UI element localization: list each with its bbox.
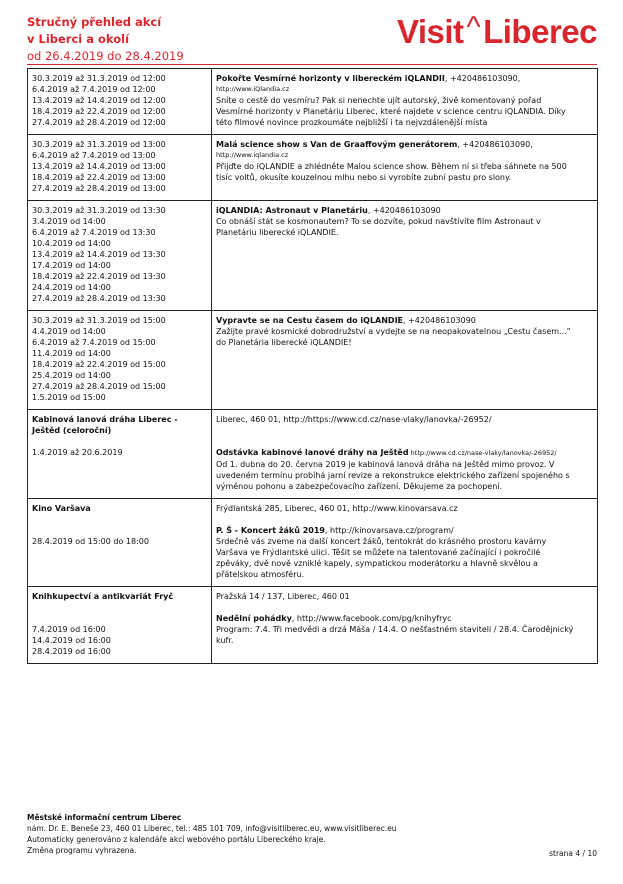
event-date: 6.4.2019 až 7.4.2019 od 13:00 [32,151,156,160]
venue-address: Frýdlantská 285, Liberec, 460 01, http://www.kinovarsava.cz [216,504,458,513]
venue-event-title: Odstávka kabinové lanové dráhy na Ještěd [216,448,409,457]
event-dates-cell [28,201,212,311]
spacer [32,613,207,624]
footer-address: nám. Dr. E. Beneše 23, 460 01 Liberec, tel.: 485 101 709, info@visitliberec.eu, www.visitliberec.eu [27,824,397,833]
event-date: 18.4.2019 až 22.4.2019 od 12:00 [32,107,166,116]
venue-event-desc: Srdečně vás zveme na další koncert žáků, tentokrát do krásného prostoru kavárny [216,537,547,546]
venue-event-desc: přátelskou atmosféru. [216,570,305,579]
venue-event-header [216,613,593,624]
venue-event-date: 28.4.2019 od 16:00 [32,647,111,656]
logo-text-visit: Visit [396,13,464,50]
event-desc-line: Vesmírné horizonty v Planetáriu Liberec, které najdete v science centru iQLANDIA. Díky [216,107,566,116]
logo-caret: ^ [466,11,481,44]
event-phone: , +420486103090 [367,206,441,215]
footer-auto-note: Automaticky generováno z kalendáře akcí webového portálu Libereckého kraje. [27,835,326,844]
spacer [32,602,207,613]
header-date-range: od 26.4.2019 do 28.4.2019 [27,49,184,63]
event-desc-line: Sníte o cestě do vesmíru? Pak si nenechte ujít autorský, živě komentovaný pořad [216,96,542,105]
event-title: Pokořte Vesmírné horizonty v libereckém iQLANDII [216,74,445,83]
event-date: 30.3.2019 až 31.3.2019 od 12:00 [32,74,166,83]
event-header [216,73,593,84]
venue-info-cell [212,410,598,499]
event-date: 13.4.2019 až 14.4.2019 od 13:00 [32,162,166,171]
venue-event-desc: uvedeném termínu probíhá jarní revize a rekonstrukce elektrického zařízení spojeného s [216,471,570,480]
venue-event-link[interactable]: http://www.cd.cz/nase-vlaky/lanovka/-26952/ [408,449,557,457]
venue-event-link[interactable]: , http://kinovarsava.cz/program/ [324,526,454,535]
venue-info-cell [212,587,598,664]
event-date: 1.5.2019 od 15:00 [32,393,106,402]
venue-row [28,499,598,587]
header-divider [27,64,597,65]
header-title-line1: Stručný přehled akcí [27,15,162,29]
event-desc-line: Přijďte do iQLANDIE a zhlédněte Malou science show. Během ní si třeba sáhnete na 500 [216,162,567,171]
footer-change-note: Změna programu vyhrazena. [27,846,137,855]
event-date: 18.4.2019 až 22.4.2019 od 13:30 [32,272,166,281]
event-date: 3.4.2019 od 14:00 [32,217,106,226]
event-info-cell [212,69,598,135]
event-dates-cell [28,69,212,135]
event-info-cell [212,135,598,201]
venue-info-cell [212,499,598,587]
event-date: 6.4.2019 až 7.4.2019 od 13:30 [32,228,156,237]
event-row [28,201,598,311]
venue-address: Liberec, 460 01, http://https://www.cd.cz/nase-vlaky/lanovka/-26952/ [216,415,492,424]
event-date: 6.4.2019 až 7.4.2019 od 12:00 [32,85,156,94]
spacer [32,514,207,525]
event-date: 30.3.2019 až 31.3.2019 od 15:00 [32,316,166,325]
event-desc-line: Planetáriu liberecké iQLANDIE. [216,228,339,237]
venue-event-desc: Varšava ve Frýdlantské ulici. Těšit se můžete na talentované začínající i pokročilé [216,548,541,557]
page-number: strana 4 / 10 [549,849,597,858]
venue-event-link[interactable]: , http://www.facebook.com/pg/knihyfryc [291,614,452,623]
spacer [216,425,593,436]
event-info-cell [212,201,598,311]
venue-name: Ještěd (celoroční) [32,426,112,435]
venue-event-desc: Od 1. dubna do 20. června 2019 je kabinová lanová dráha na Ještěd mimo provoz. V [216,460,555,469]
venue-row [28,410,598,499]
event-date: 13.4.2019 až 14.4.2019 od 12:00 [32,96,166,105]
event-date: 10.4.2019 od 14:00 [32,239,111,248]
header-title-line2: v Liberci a okolí [27,32,130,46]
venue-event-date: 14.4.2019 od 16:00 [32,636,111,645]
venue-event-title: Nedělní pohádky [216,614,292,623]
event-date: 6.4.2019 až 7.4.2019 od 15:00 [32,338,156,347]
venue-event-date: 7.4.2019 od 16:00 [32,625,106,634]
venue-row [28,587,598,664]
footer-org-name: Městské informační centrum Liberec [27,813,182,822]
event-date: 13.4.2019 až 14.4.2019 od 13:30 [32,250,166,259]
event-desc-line: do Planetária liberecké iQLANDIE! [216,338,352,347]
event-date: 30.3.2019 až 31.3.2019 od 13:00 [32,140,166,149]
events-table [27,68,598,664]
event-desc-line: Zažijte pravé kosmické dobrodružství a vydejte se na neopakovatelnou „Cestu časem...“ [216,327,571,336]
event-header [216,315,593,326]
event-date: 17.4.2019 od 14:00 [32,261,111,270]
event-link[interactable]: http://www.iqlandia.cz [216,151,289,159]
event-title: Malá science show s Van de Graaffovým generátorem [216,140,458,149]
event-date: 25.4.2019 od 14:00 [32,371,111,380]
event-desc-line: této filmové novince prozkoumáte nejbližší i ta nejvzdálenější místa [216,118,488,127]
event-title: Vypravte se na Cestu časem do iQLANDIE [216,316,404,325]
event-date: 11.4.2019 od 14:00 [32,349,111,358]
event-desc-line: tisíc voltů, okusíte kouzelnou mlhu nebo si vyrobíte zubní pastu pro slony. [216,173,512,182]
venue-name: Kabinová lanová dráha Liberec - [32,415,178,424]
event-row [28,135,598,201]
event-date: 27.4.2019 až 28.4.2019 od 12:00 [32,118,166,127]
page-header [27,11,597,66]
event-date: 18.4.2019 až 22.4.2019 od 15:00 [32,360,166,369]
venue-cell [28,499,212,587]
event-header [216,139,593,150]
event-title: iQLANDIA: Astronaut v Planetáriu [216,206,368,215]
event-info-cell [212,311,598,410]
event-date: 4.4.2019 od 14:00 [32,327,106,336]
venue-cell [28,587,212,664]
venue-event-desc: výměnou pohonu a zabezpečovacího zařízení. Děkujeme za pochopení. [216,482,503,491]
venue-event-header [216,447,593,459]
spacer [216,514,593,525]
event-desc-line: Co obnáší stát se kosmonautem? To se dozvíte, pokud navštívíte film Astronaut v [216,217,541,226]
venue-name: Kino Varšava [32,504,91,513]
event-phone: , +420486103090, [457,140,533,149]
logo-text-liberec: Liberec [483,13,597,50]
venue-cell [28,410,212,499]
venue-event-desc: zpěváky, dvě nově vzniklé kapely, sympatickou moderátorku a hlavně skvělou a [216,559,538,568]
venue-event-header [216,525,593,536]
event-date: 30.3.2019 až 31.3.2019 od 13:30 [32,206,166,215]
page-footer [27,812,597,856]
spacer [32,525,207,536]
venue-event-desc: kufr. [216,636,234,645]
spacer [216,436,593,447]
venue-event-title: P. Š - Koncert žáků 2019 [216,526,325,535]
event-date: 27.4.2019 až 28.4.2019 od 13:30 [32,294,166,303]
spacer [32,436,207,447]
venue-event-date: 1.4.2019 až 20.6.2019 [32,448,123,457]
visit-liberec-logo [396,11,597,52]
spacer [216,602,593,613]
event-row [28,311,598,410]
event-date: 24.4.2019 od 14:00 [32,283,111,292]
event-dates-cell [28,135,212,201]
event-date: 27.4.2019 až 28.4.2019 od 13:00 [32,184,166,193]
venue-address: Pražská 14 / 137, Liberec, 460 01 [216,592,350,601]
event-date: 18.4.2019 až 22.4.2019 od 13:00 [32,173,166,182]
venue-event-date: 28.4.2019 od 15:00 do 18:00 [32,537,149,546]
event-header [216,205,593,216]
event-phone: , +420486103090 [403,316,476,325]
event-date: 27.4.2019 až 28.4.2019 od 15:00 [32,382,166,391]
event-dates-cell [28,311,212,410]
venue-event-desc: Program: 7.4. Tři medvědi a drzá Máša / 14.4. O nešťastném staviteli / 28.4. Čarodějnický [216,625,574,634]
event-link[interactable]: http://www.iQlandia.cz [216,85,290,93]
event-row [28,69,598,135]
event-phone: , +420486103090, [444,74,521,83]
venue-name: Knihkupectví a antikvariát Fryč [32,592,174,601]
